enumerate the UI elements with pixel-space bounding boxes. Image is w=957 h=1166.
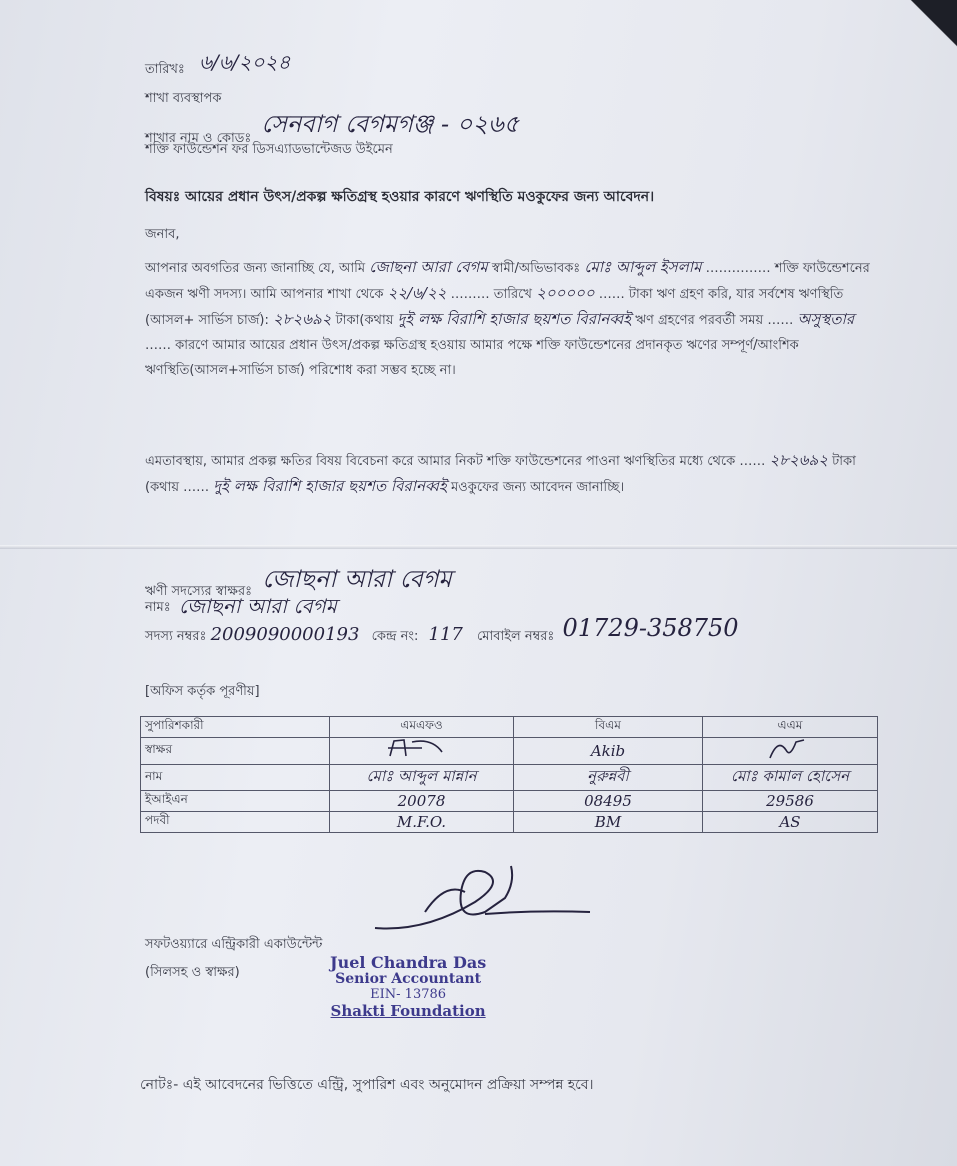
- p1-text-d: তারিখে: [493, 287, 532, 302]
- footer-note: নোটঃ- এই আবেদনের ভিত্তিতে এন্ট্রি, সুপারিশ এবং অনুমোদন প্রক্রিয়া সম্পন্ন হবে।: [140, 1077, 594, 1093]
- center-label: কেন্দ্র নং:: [371, 629, 419, 644]
- stamp-title: Senior Accountant: [335, 971, 482, 987]
- date-label: তারিখঃ: [145, 62, 185, 77]
- guardian-name-handwritten: মোঃ আব্দুল ইসলাম: [584, 258, 702, 276]
- p2-text-c: মওকুফের জন্য আবেদন জানাচ্ছি।: [450, 480, 625, 495]
- table-row: [141, 812, 878, 833]
- am-name: মোঃ কামাল হোসেন: [703, 765, 878, 791]
- bm-name: নুরুন্নবী: [514, 765, 703, 791]
- paper-fold: [0, 545, 957, 549]
- reason-handwritten: অসুস্থতার: [797, 310, 855, 328]
- branch-manager-label: শাখা ব্যবস্থাপক: [145, 91, 222, 106]
- row-label-ein: ইআইএন: [141, 791, 330, 812]
- center-value: 117: [428, 624, 463, 645]
- am-designation: AS: [703, 812, 878, 833]
- am-signature: [703, 738, 878, 765]
- p1-text-b: স্বামী/অভিভাবকঃ: [491, 261, 581, 276]
- branch-name-value: সেনবাগ বেগমগঞ্জ - ০২৬৫: [261, 110, 520, 138]
- branch-name-label: শাখার নাম ও কোডঃ: [145, 131, 252, 146]
- col-bm: বিএম: [514, 717, 703, 738]
- date-row: [145, 50, 291, 85]
- stamp-org: Shakti Foundation: [330, 1002, 486, 1020]
- row-label-name: নাম: [141, 765, 330, 791]
- table-row: [141, 765, 878, 791]
- am-signature-mark: [760, 738, 820, 760]
- mfo-name: মোঃ আব্দুল মান্নান: [330, 765, 514, 791]
- member-signature-label: ঋণী সদস্যের স্বাক্ষরঃ: [145, 584, 253, 599]
- p1-text-c: শক্তি ফাউন্ডেশনের একজন ঋণী সদস্য। আমি আপনার শাখা থেকে: [145, 261, 870, 302]
- am-ein: 29586: [703, 791, 878, 812]
- subject-line: বিষয়ঃ আয়ের প্রধান উৎস/প্রকল্প ক্ষতিগ্রস্থ হওয়ার কারণে ঋণস্থিতি মওকুফের জন্য আবেদন।: [145, 189, 655, 205]
- table-row: [141, 791, 878, 812]
- org-line: শক্তি ফাউন্ডেশন ফর ডিসএ্যাডভান্টেজড উইমেন: [145, 142, 393, 157]
- entry-label-1: সফটওয়্যারে এন্ট্রিকারী একাউন্টেন্ট: [145, 937, 323, 952]
- date-value: ৬/৬/২০২৪: [199, 50, 291, 74]
- member-id-value: 2009090000193: [210, 624, 360, 645]
- balance-words-handwritten: দুই লক্ষ বিরাশি হাজার ছয়শত বিরানব্বই: [397, 310, 632, 328]
- col-am: এএম: [703, 717, 878, 738]
- waiver-words-handwritten: দুই লক্ষ বিরাশি হাজার ছয়শত বিরানব্বই: [213, 477, 447, 495]
- member-id-row: [145, 614, 739, 648]
- p1-text-h: কারণে আমার আয়ের প্রধান উৎস/প্রকল্প ক্ষতিগ্রস্থ হওয়ায় আমার পক্ষে শক্তি ফাউন্ডেশনের প্রদানকৃত ঋণের সম্পূর্ণ/আংশিক ঋণস্থিতি(আসল+সার্ভিস চার্জ) পরিশোধ করা সম্ভব হচ্ছে না।: [145, 338, 799, 378]
- mfo-signature-mark: [382, 738, 462, 760]
- office-table: [140, 716, 878, 833]
- p2-text-a: এমতাবস্থায়, আমার প্রকল্প ক্ষতির বিষয় বিবেচনা করে আমার নিকট শক্তি ফাউন্ডেশনের পাওনা ঋণস্থিতির মধ্যে থেকে: [145, 454, 736, 469]
- member-name-handwritten: জোছনা আরা বেগম: [369, 258, 488, 276]
- paragraph-1: আপনার অবগতির জন্য জানাচ্ছি যে, আমি জোছনা আরা বেগম স্বামী/অভিভাবকঃ মোঃ আব্দুল ইসলাম …………… শক্তি ফাউন্ডেশনের একজন ঋণী সদস্য। আমি আপনার শাখা থেকে ২২/৬/২২ ……… তারিখে ২০০০০০ …… টাকা ঋণ গ্রহণ করি, যার সর্বশেষ ঋণস্থিতি (আসল+ সার্ভিস চার্জ): ২৮২৬৯২ টাকা(কথায় দুই লক্ষ বিরাশি হাজার ছয়শত বিরানব্বই ঋণ গ্রহণের পরবর্তী সময় …… অসুস্থতার …… কারণে আমার আয়ের প্রধান উৎস/প্রকল্প ক্ষতিগ্রস্থ হওয়ায় আমার পক্ষে শক্তি ফাউন্ডেশনের প্রদানকৃত ঋণের সম্পূর্ণ/আংশিক ঋণস্থিতি(আসল+সার্ভিস চার্জ) পরিশোধ করা সম্ভব হচ্ছে না।: [145, 258, 870, 378]
- p2-text-b: টাকা (কথায়: [145, 454, 856, 495]
- row-label-designation: পদবী: [141, 812, 330, 833]
- mobile-value: 01729-358750: [562, 614, 739, 642]
- p1-text-e: টাকা ঋণ গ্রহণ করি, যার সর্বশেষ ঋণস্থিতি (আসল+ সার্ভিস চার্জ):: [145, 287, 844, 328]
- accountant-signature-mark: [365, 862, 595, 942]
- p1-text-g: ঋণ গ্রহণের পরবর্তী সময়: [635, 313, 764, 328]
- col-recommender: সুপারিশকারী: [141, 717, 330, 738]
- paper-corner-shadow: [877, 0, 957, 50]
- p1-text-f: টাকা(কথায়: [335, 313, 394, 328]
- member-name-label: নামঃ: [145, 600, 171, 615]
- loan-amount-handwritten: ২০০০০০: [536, 284, 595, 302]
- accountant-stamp: [330, 955, 486, 1019]
- p1-text-a: আপনার অবগতির জন্য জানাচ্ছি যে, আমি: [145, 261, 366, 276]
- member-id-label: সদস্য নম্বরঃ: [145, 629, 207, 644]
- bm-signature: Akib: [514, 738, 703, 765]
- waiver-amount-handwritten: ২৮২৬৯২: [769, 451, 828, 469]
- mfo-ein: 20078: [330, 791, 514, 812]
- balance-handwritten: ২৮২৬৯২: [273, 310, 332, 328]
- member-name-value: জোছনা আরা বেগম: [178, 594, 337, 618]
- mfo-signature: [330, 738, 514, 765]
- office-heading: [অফিস কর্তৃক পূরণীয়]: [145, 684, 260, 699]
- stamp-name: Juel Chandra Das: [330, 953, 487, 972]
- loan-date-handwritten: ২২/৬/২২: [387, 284, 447, 302]
- mobile-label: মোবাইল নম্বরঃ: [477, 629, 555, 644]
- bm-ein: 08495: [514, 791, 703, 812]
- row-label-signature: স্বাক্ষর: [141, 738, 330, 765]
- stamp-ein: EIN- 13786: [370, 987, 447, 1002]
- col-mfo: এমএফও: [330, 717, 514, 738]
- entry-label-2: (সিলসহ ও স্বাক্ষর): [145, 965, 240, 980]
- member-signature-value: জোছনা আরা বেগম: [262, 565, 452, 593]
- office-table-header: [141, 717, 878, 738]
- salutation: জনাব,: [145, 227, 180, 242]
- paragraph-2: এমতাবস্থায়, আমার প্রকল্প ক্ষতির বিষয় বিবেচনা করে আমার নিকট শক্তি ফাউন্ডেশনের পাওনা ঋণস্থিতির মধ্যে থেকে …… ২৮২৬৯২ টাকা (কথায় …… দুই লক্ষ বিরাশি হাজার ছয়শত বিরানব্বই মওকুফের জন্য আবেদন জানাচ্ছি।: [145, 451, 856, 495]
- table-row: [141, 738, 878, 765]
- bm-designation: BM: [514, 812, 703, 833]
- mfo-designation: M.F.O.: [330, 812, 514, 833]
